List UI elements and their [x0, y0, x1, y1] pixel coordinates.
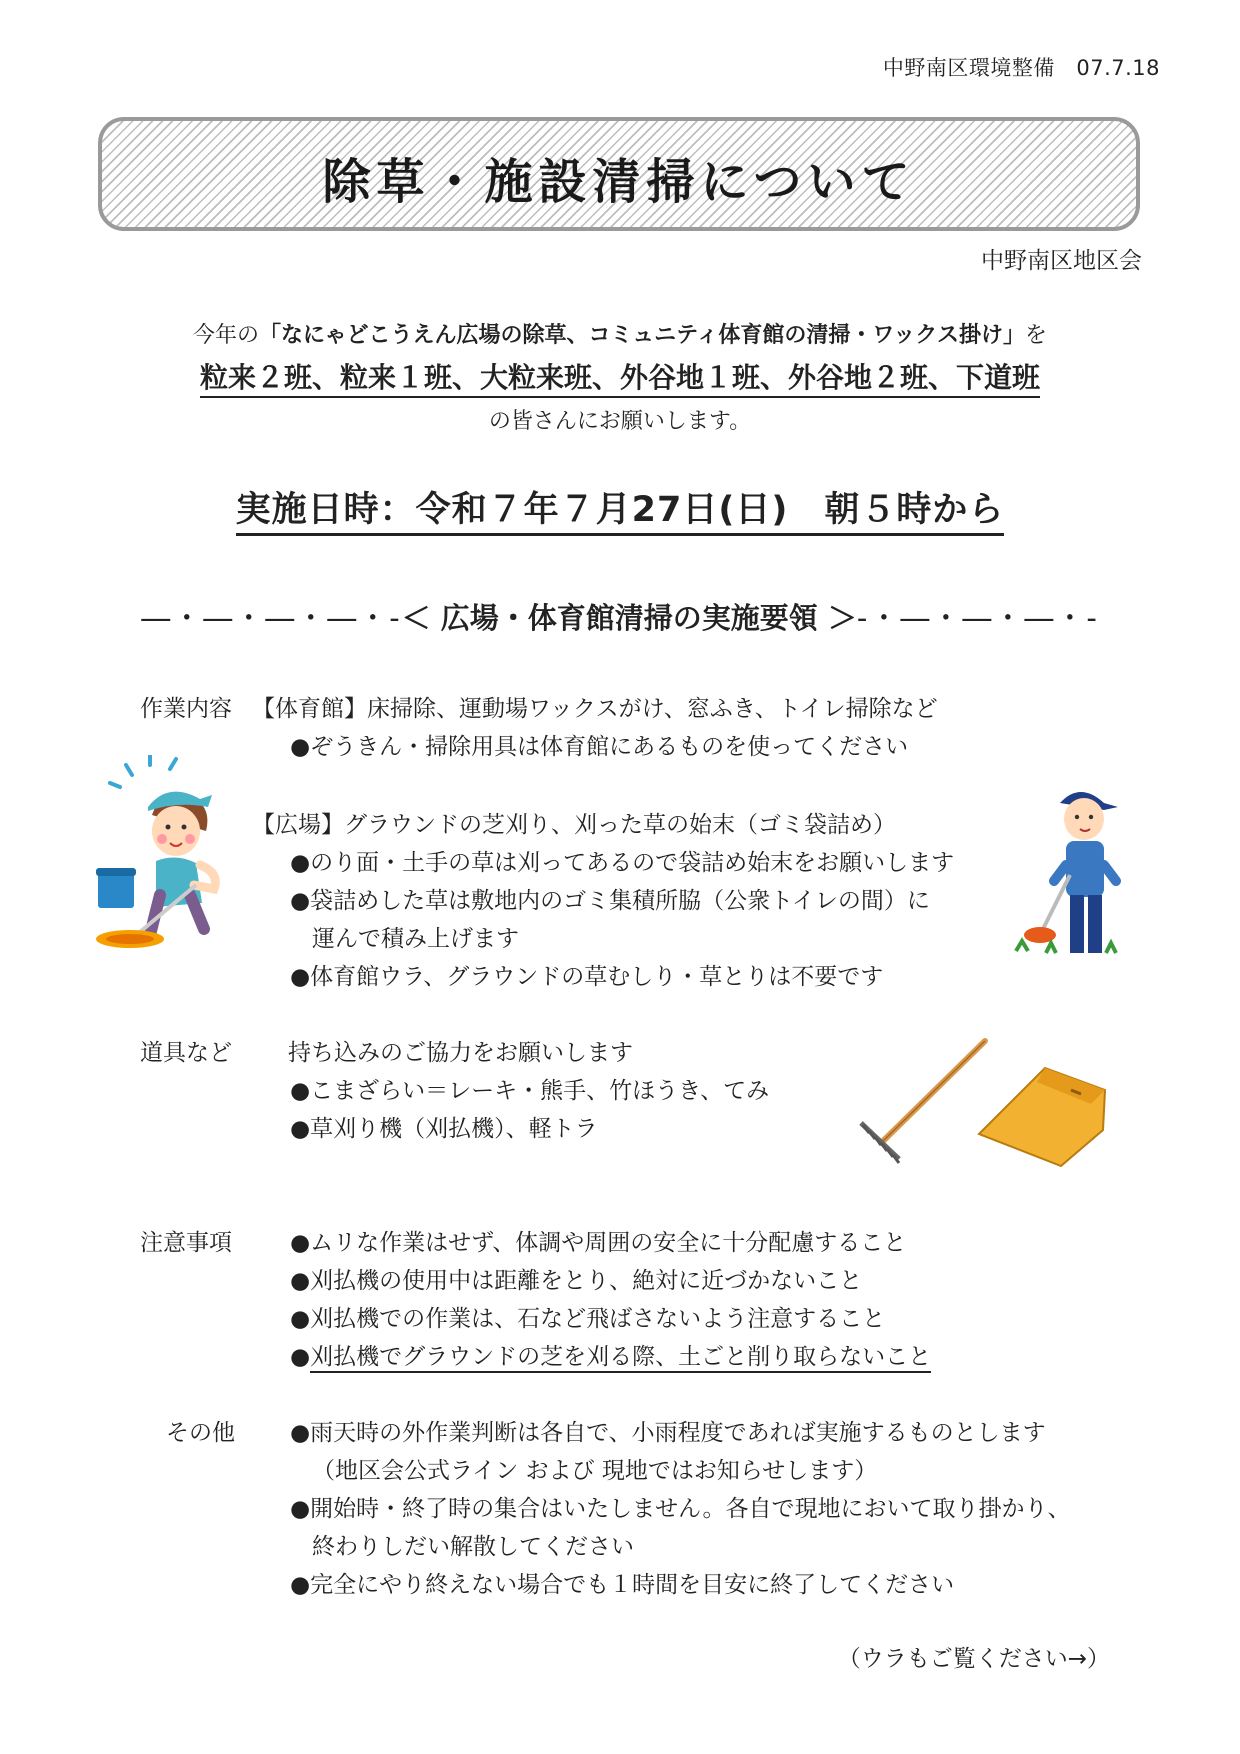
tools-intro: 持ち込みのご協力をお願いします	[288, 1040, 633, 1066]
section-heading-text: ＜ 広場・体育館清掃の実施要領 ＞	[401, 601, 857, 635]
tools-item-1: ●こまざらい＝レーキ・熊手、竹ほうき、てみ	[290, 1078, 770, 1104]
intro-suffix: を	[1025, 323, 1048, 348]
other-label: その他	[166, 1420, 235, 1446]
intro-groups	[0, 356, 1240, 396]
caution-item-1: ●ムリな作業はせず、体調や周囲の安全に十分配慮すること	[290, 1230, 907, 1256]
intro-event-name: 「なにゃどこうえん広場の除草、コミュニティ体育館の清掃・ワックス掛け」	[258, 323, 1026, 348]
other-item-5: ●完全にやり終えない場合でも１時間を目安に終了してください	[290, 1572, 955, 1598]
caution-item-2: ●刈払機の使用中は距離をとり、絶対に近づかないこと	[290, 1268, 863, 1294]
work-field: 【広場】グラウンドの芝刈り、刈った草の始末（ゴミ袋詰め）	[252, 812, 896, 838]
work-label: 作業内容	[140, 696, 232, 722]
caution-item-4	[290, 1338, 931, 1371]
title-box	[98, 117, 1140, 231]
dustpan-illustration	[975, 1060, 1115, 1170]
header-meta: 中野南区環境整備 07.7.18	[882, 56, 1160, 80]
field-note-1: ●のり面・土手の草は刈ってあるので袋詰め始末をお願いします	[290, 850, 955, 876]
other-item-2: （地区会公式ライン および 現地ではお知らせします）	[312, 1458, 878, 1484]
grass-cutter-illustration	[1010, 775, 1140, 975]
field-note-4: ●体育館ウラ、グラウンドの草むしり・草とりは不要です	[290, 964, 884, 990]
intro-line-3: の皆さんにお願いします。	[488, 409, 752, 434]
intro-line-1	[0, 318, 1240, 349]
tools-label: 道具など	[140, 1040, 232, 1066]
tools-item-2: ●草刈り機（刈払機）、軽トラ	[290, 1116, 598, 1142]
page-title: 除草・施設清掃について	[322, 154, 916, 210]
groups-text: 粒来２班、粒来１班、大粒来班、外谷地１班、外谷地２班、下道班	[200, 361, 1040, 398]
caution-underlined: 刈払機でグラウンドの芝を刈る際、土ごと削り取らないこと	[310, 1344, 931, 1373]
organization-name: 中野南区地区会	[981, 248, 1142, 274]
caution-bullet: ●	[290, 1344, 311, 1370]
event-date	[0, 482, 1240, 532]
field-note-3: 運んで積み上げます	[312, 926, 519, 952]
intro-prefix: 今年の	[192, 323, 259, 348]
dash-right: -・―・―・―・-	[856, 601, 1099, 635]
section-heading	[0, 596, 1240, 637]
other-item-3: ●開始時・終了時の集合はいたしません。各自で現地において取り掛かり、	[290, 1496, 1071, 1522]
rake-illustration	[855, 1035, 995, 1165]
dash-left: ―・―・―・―・-	[141, 601, 402, 635]
other-item-4: 終わりしだい解散してください	[312, 1534, 634, 1560]
work-gym: 【体育館】床掃除、運動場ワックスがけ、窓ふき、トイレ掃除など	[252, 696, 938, 722]
work-gym-note: ●ぞうきん・掃除用具は体育館にあるものを使ってください	[290, 734, 909, 760]
footer-note: （ウラもご覧ください→）	[837, 1646, 1110, 1672]
caution-item-3: ●刈払機での作業は、石など飛ばさないよう注意すること	[290, 1306, 886, 1332]
cautions-label: 注意事項	[140, 1230, 232, 1256]
cleaning-woman-illustration	[90, 755, 240, 955]
other-item-1: ●雨天時の外作業判断は各自で、小雨程度であれば実施するものとします	[290, 1420, 1046, 1446]
event-date-text: 実施日時：令和７年７月27日(日) 朝５時から	[236, 490, 1005, 536]
field-note-2: ●袋詰めした草は敷地内のゴミ集積所脇（公衆トイレの間）に	[290, 888, 930, 914]
